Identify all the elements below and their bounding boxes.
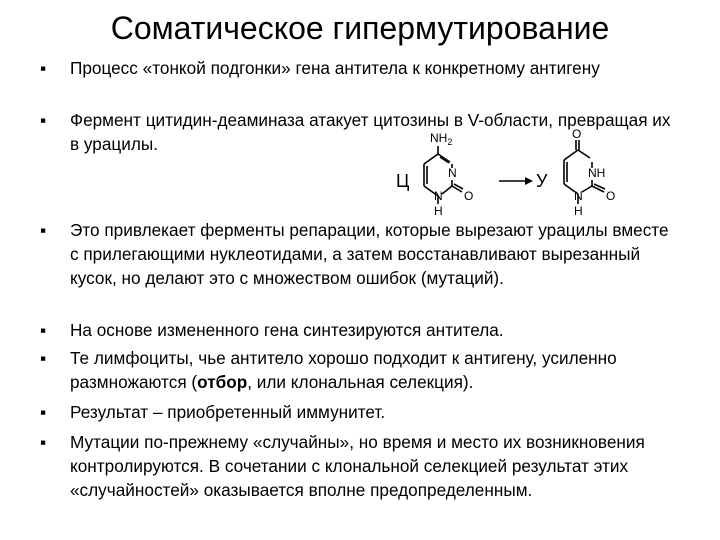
bullet-marker: ▪ [40, 220, 47, 240]
bullet-5-text-end: , или клональная селекция). [247, 372, 474, 392]
bullet-marker: ▪ [40, 402, 47, 422]
uracil-nh3: NH [588, 166, 606, 180]
bullet-3 [40, 218, 680, 290]
bullet-5-text [70, 346, 680, 394]
cytosine-h1: H [434, 204, 443, 218]
cytosine-structure [410, 128, 490, 218]
bullet-5-bold-word: отбор [197, 372, 248, 392]
bullet-5-text-start: Те лимфоциты, чье антитело хорошо подходит к антигену, усиленно размножаются ( [70, 348, 617, 392]
bullet-1-text: Процесс «тонкой подгонки» гена антитела к конкретному антигену [70, 58, 600, 78]
bullet-marker: ▪ [40, 348, 47, 368]
uracil-o2: O [606, 189, 616, 203]
bullet-5 [40, 346, 680, 394]
uracil-h1: H [574, 204, 583, 218]
bullet-marker: ▪ [40, 110, 47, 130]
cytosine-o2: O [464, 189, 474, 203]
cytosine-nh2: $NH_2$ [430, 131, 453, 147]
bullet-4 [40, 318, 680, 342]
bullet-marker: ▪ [40, 432, 47, 452]
bullet-2-text: Фермент цитидин-деаминаза атакует цитозины в V-области, превращая их в урацилы. [70, 110, 671, 154]
bullet-7 [40, 430, 680, 502]
cytosine-label: Ц [396, 171, 410, 191]
slide-title: Соматическое гипермутирование [110, 10, 610, 46]
bullet-marker: ▪ [40, 58, 47, 78]
cytosine-n1: N [434, 189, 443, 203]
uracil-label: У [536, 171, 548, 191]
bullet-4-text: На основе измененного гена синтезируются антитела. [70, 320, 504, 340]
bullet-1 [40, 56, 680, 80]
uracil-n1: N [574, 189, 583, 203]
reaction-arrow [498, 175, 534, 187]
uracil-o4: O [572, 128, 582, 141]
uracil-structure [552, 128, 632, 218]
bullet-7-text: Мутации по-прежнему «случайны», но время и место их возникновения контролируются. В сочетании с клональной селекцией результат этих «случайностей» оказывается вполне предопределенным. [70, 432, 645, 500]
bullet-3-text: Это привлекает ферменты репарации, которые вырезают урацилы вместе с прилегающими нуклеотидами, а затем восстанавливают вырезанный кусок, но делают это с множеством ошибок (мутаций). [70, 220, 669, 288]
cytosine-n3: N [448, 166, 457, 180]
bullet-6-text: Результат – приобретенный иммунитет. [70, 402, 386, 422]
bullet-marker: ▪ [40, 320, 47, 340]
bullet-6 [40, 400, 680, 424]
